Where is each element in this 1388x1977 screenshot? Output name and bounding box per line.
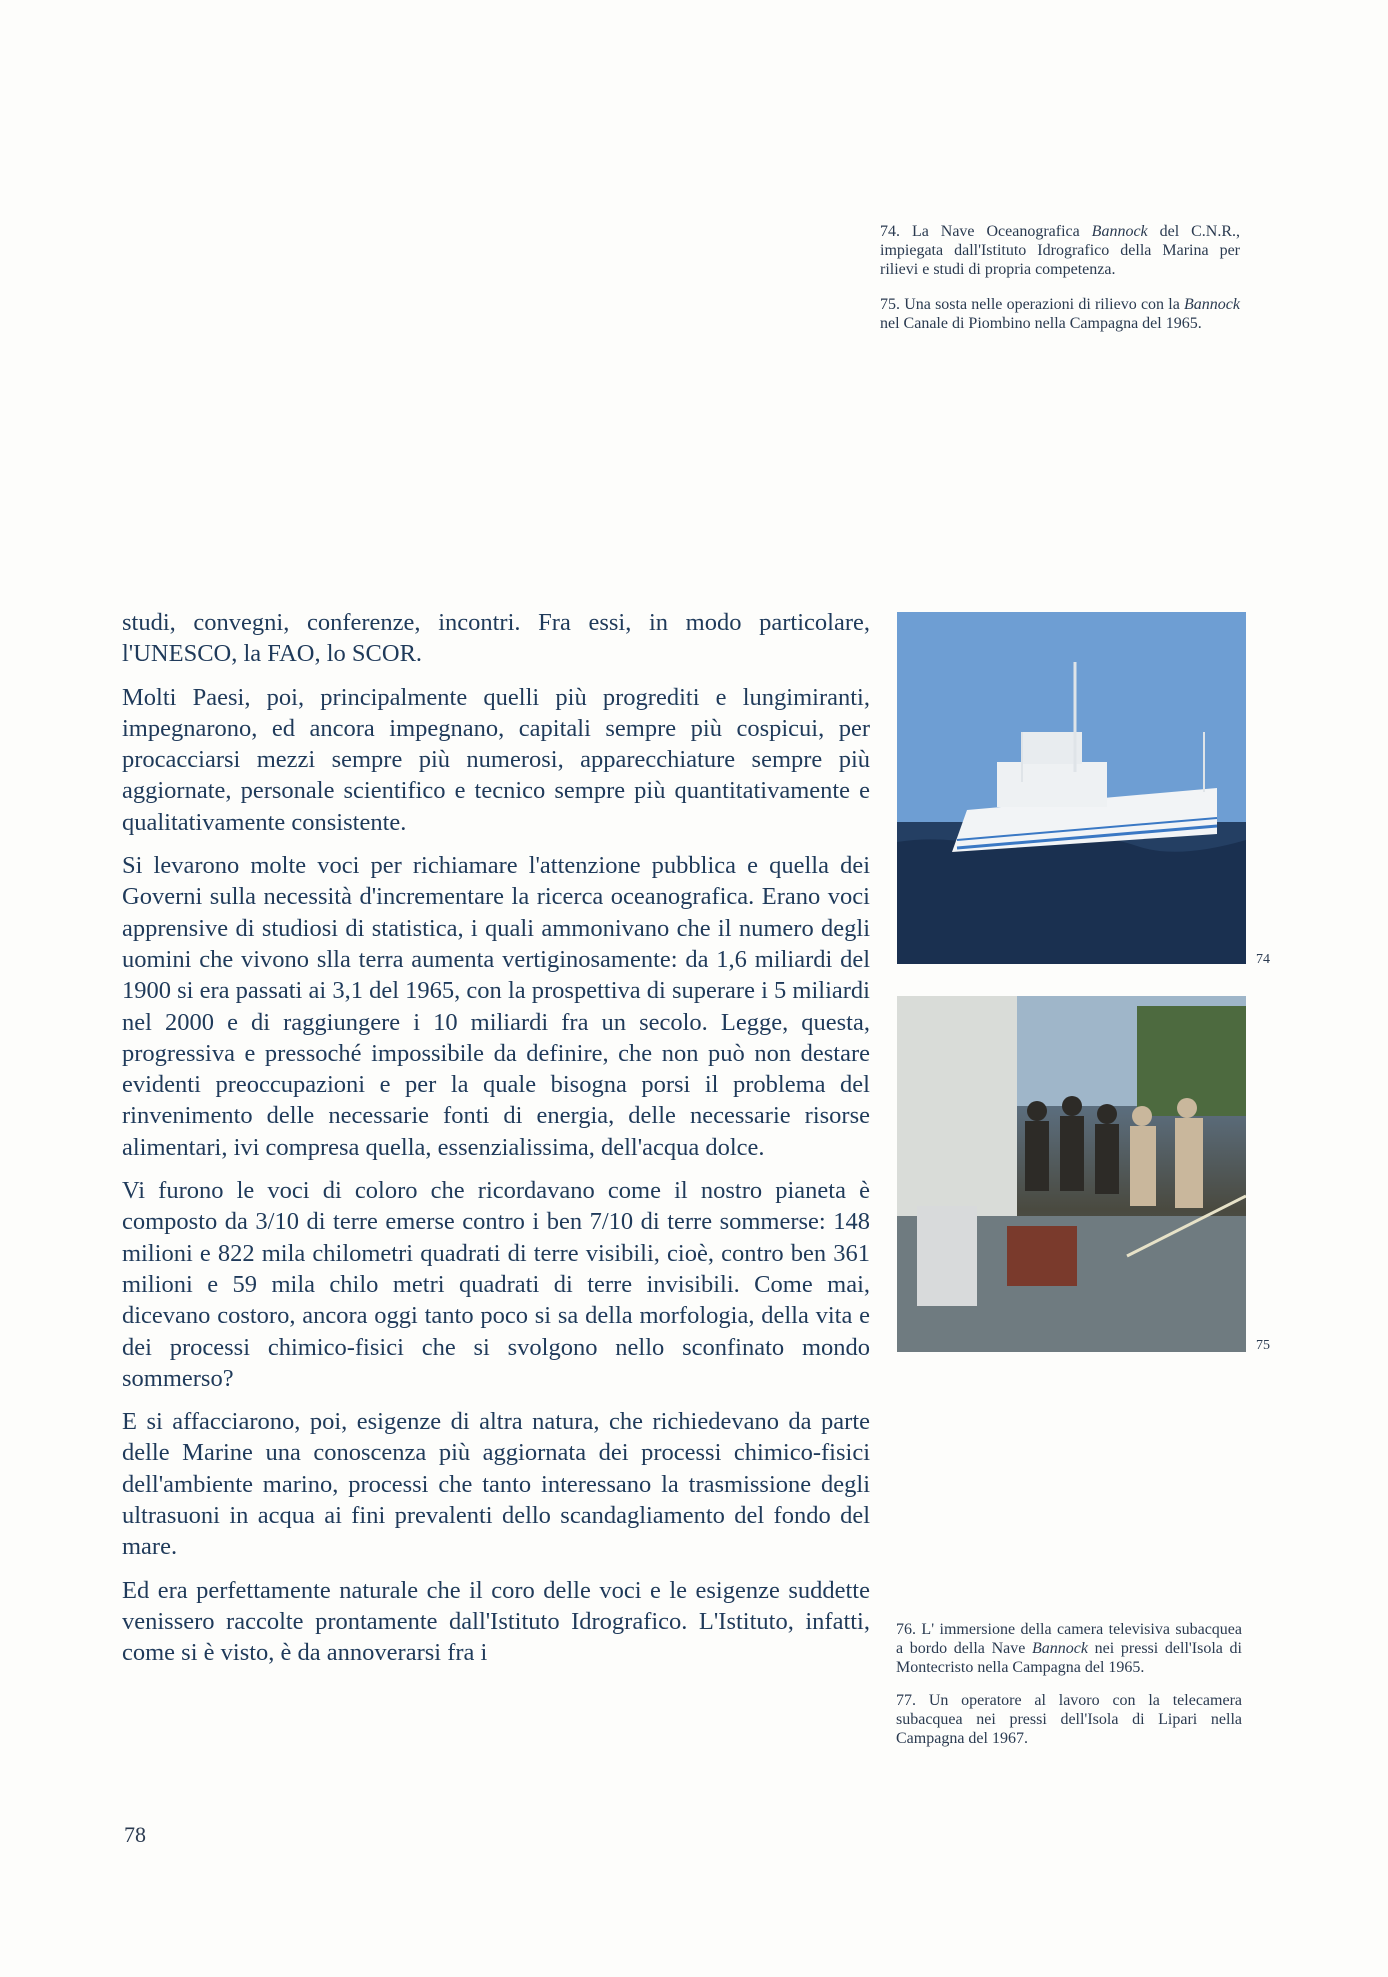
caption-76: 76. L' immersione della camera televisiva subacquea a bordo della Nave Bannock nei pressi dell'Isola di Montecristo nella Campagna del 1965. xyxy=(896,1621,1242,1676)
paragraph-5: E si affacciarono, poi, esigenze di altra natura, che richiedevano da parte delle Marine una conoscenza più aggiornata dei processi chimico-fisici dell'ambiente marino, processi che tanto interessano la trasmissione degli ultrasuoni in acqua ai fini prevalenti dello scandagliamento del fondo del mare. xyxy=(122,1408,870,1561)
paragraph-3: Si levarono molte voci per richiamare l'attenzione pubblica e quella dei Governi sulla necessità d'incrementare la ricerca oceanografica. Erano voci apprensive di studiosi di statistica, i quali ammonivano che il numero degli uomini che vivono slla terra aumenta vertiginosamente: da 1,6 miliardi del 1900 si era passati ai 3,1 del 1965, con la prospettiva di superare i 5 miliardi nel 2000 e di raggiungere i 10 miliardi fra un secolo. Legge, questa, progressiva e pressoché impossibile da definire, che non può non destare evidenti preoccupazioni e per la quale bisogna porsi il problema del rinvenimento delle necessarie fonti di energia, delle necessarie risorse alimentari, ivi compresa quella, essenzialissima, dell'acqua dolce. xyxy=(122,852,870,1161)
ship-photo xyxy=(897,612,1246,964)
paragraph-1: studi, convegni, conferenze, incontri. Fra essi, in modo particolare, l'UNESCO, la FAO, lo SCOR. xyxy=(122,609,870,668)
crew-illustration xyxy=(897,996,1246,1352)
paragraph-4: Vi furono le voci di coloro che ricordavano come il nostro pianeta è composto da 3/10 di terre emerse contro i ben 7/10 di terre sommerse: 148 milioni e 822 mila chilometri quadrati di terre visibili, cioè, contro ben 361 milioni e 59 mila chilo metri quadrati di terre invisibili. Come mai, dicevano costoro, ancora oggi tanto poco si sa della morfologia, della vita e dei processi chimico-fisici che si svolgono nello sconfinato mondo sommerso? xyxy=(122,1177,870,1392)
figure-number-74: 74 xyxy=(1256,952,1270,967)
crew-photo xyxy=(897,996,1246,1352)
caption-74: 74. La Nave Oceanografica Bannock del C.N.R., impiegata dall'Istituto Idrografico della Marina per rilievi e studi di propria competenza. xyxy=(880,223,1240,278)
body-text xyxy=(122,607,870,1681)
captions-bottom xyxy=(896,1620,1242,1762)
captions-top xyxy=(880,222,1240,349)
ship-illustration xyxy=(897,612,1246,964)
page-number: 78 xyxy=(124,1822,146,1847)
caption-75: 75. Una sosta nelle operazioni di rilievo con la Bannock nel Canale di Piombino nella Campagna del 1965. xyxy=(880,296,1240,332)
figure-number-75: 75 xyxy=(1256,1338,1270,1353)
paragraph-6: Ed era perfettamente naturale che il coro delle voci e le esigenze suddette venissero raccolte prontamente dall'Istituto Idrografico. L'Istituto, infatti, come si è visto, è da annoverarsi fra i xyxy=(122,1576,870,1667)
caption-77: 77. Un operatore al lavoro con la telecamera subacquea nei pressi dell'Isola di Lipari nella Campagna del 1967. xyxy=(896,1692,1242,1747)
paragraph-2: Molti Paesi, poi, principalmente quelli più progrediti e lungimiranti, impegnarono, ed ancora impegnano, capitali sempre più cospicui, per procacciarsi mezzi sempre più numerosi, apparecchiature sempre più aggiornate, personale scientifico e tecnico sempre più quantitativamente e qualitativamente consistente. xyxy=(122,683,870,836)
